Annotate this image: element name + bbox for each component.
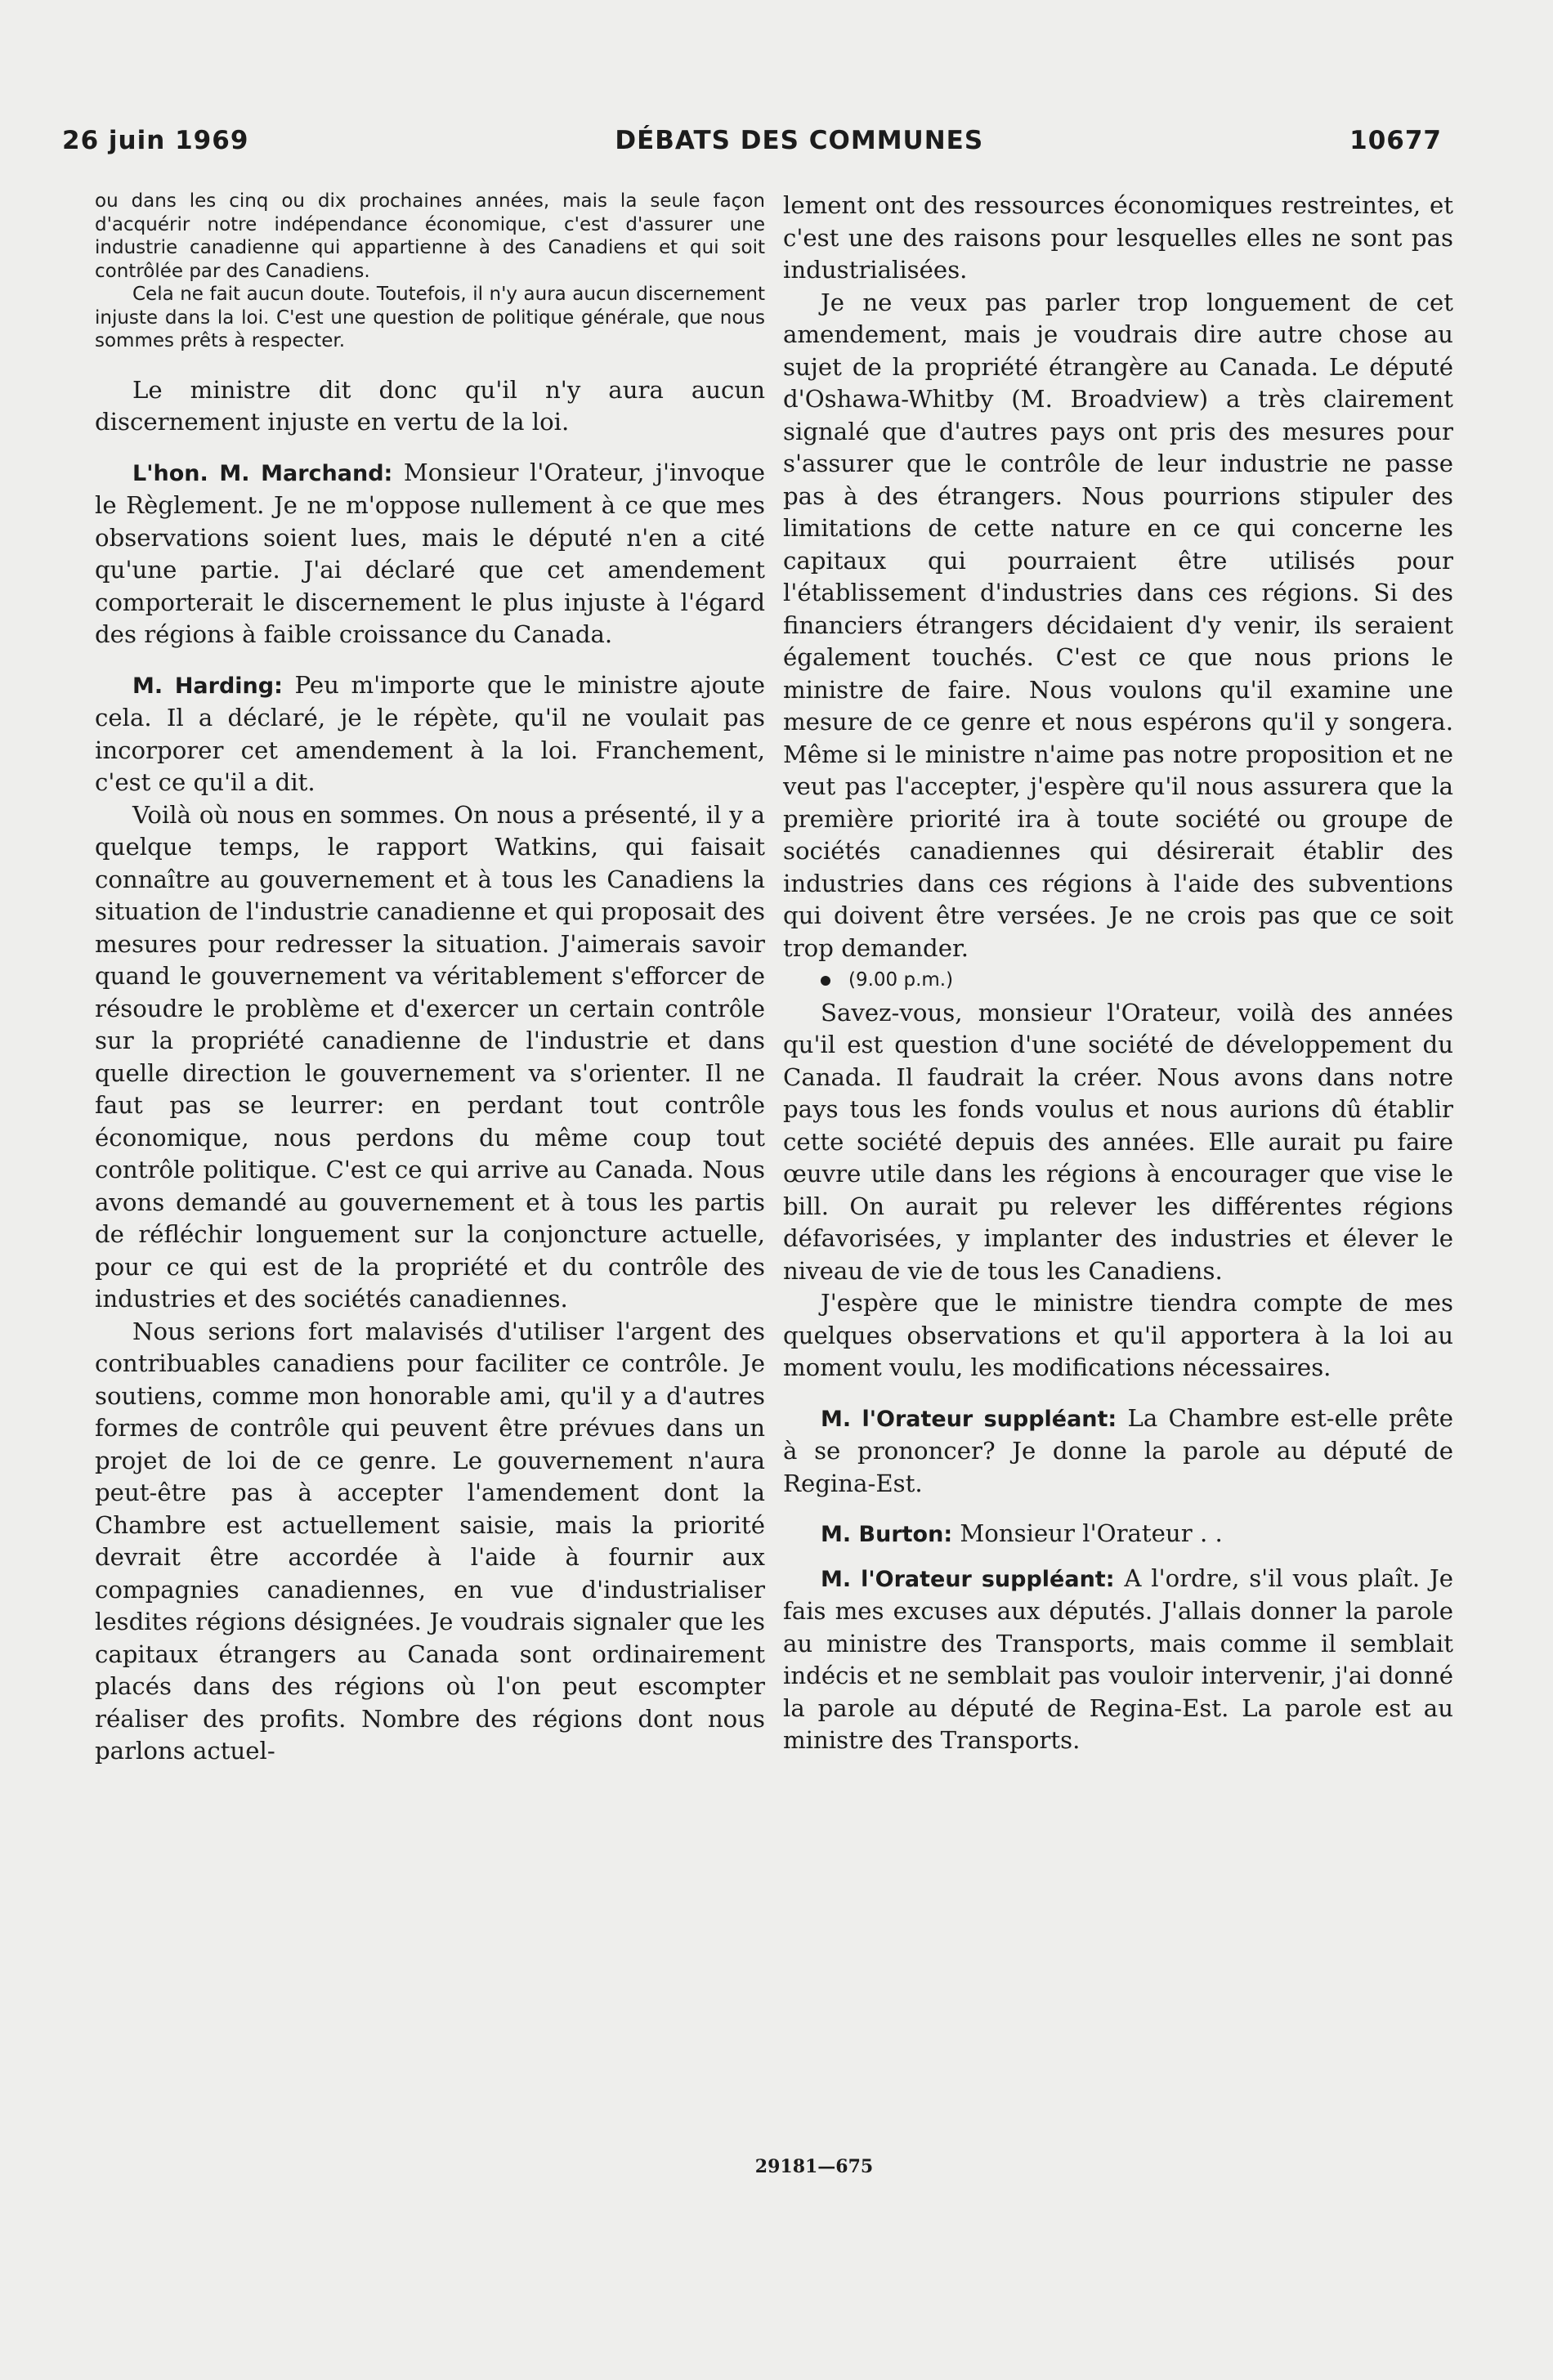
- time-note: [783, 964, 1453, 997]
- speech-text: A l'ordre, s'il vous plaît. Je fais mes excuses aux députés. J'allais donner la parole au ministre des Transports, mais comme il semblait indécis et ne semblait pas vouloir intervenir, j'ai donné la parole au député de Regina-Est. La parole est au ministre des Transports.: [783, 1564, 1453, 1754]
- speech-text: La Chambre est-elle prête à se prononcer? Je donne la parole au député de Regina-Est.: [783, 1403, 1453, 1497]
- speaker-name: L'hon. M. Marchand:: [132, 460, 393, 486]
- speech-deputy-speaker: [783, 1563, 1453, 1757]
- quote-paragraph: Cela ne fait aucun doute. Toutefois, il n'y aura aucun discernement injuste dans la loi. C'est une question de politique générale, que nous sommes prêts à respecter.: [95, 284, 765, 351]
- time-note-text: (9.00 p.m.): [848, 969, 954, 991]
- right-column: [783, 190, 1453, 1757]
- paragraph: Savez-vous, monsieur l'Orateur, voilà des années qu'il est question d'une société de développement du Canada. Il faudrait la créer. Nous avons dans notre pays tous les fonds voulus et nous aurions dû établir cette société depuis des années. Elle aurait pu faire œuvre utile dans les régions à encourager que vise le bill. On aurait pu relever les différentes régions défavorisées, y implanter des industries et élever le niveau de vie de tous les Canadiens.: [783, 998, 1453, 1285]
- speaker-name: M. l'Orateur suppléant:: [821, 1566, 1115, 1592]
- speech-marchand: [95, 457, 765, 651]
- bullet-icon: [821, 976, 830, 986]
- right-body: [783, 190, 1453, 1757]
- speech-burton: [783, 1518, 1453, 1551]
- header-title: DÉBATS DES COMMUNES: [615, 126, 984, 155]
- folio: 29181—675: [754, 2156, 874, 2177]
- paragraph: Le ministre dit donc qu'il n'y aura aucun discernement injuste en vertu de la loi.: [95, 375, 765, 436]
- speech-text: Peu m'importe que le ministre ajoute cela. Il a déclaré, je le répète, qu'il ne voulait pas incorporer cet amendement à la loi. Franchement, c'est ce qu'il a dit.: [95, 670, 766, 796]
- left-column: [95, 190, 765, 1768]
- running-head: [62, 123, 1442, 159]
- speech-deputy-speaker: [783, 1402, 1453, 1501]
- speech-text: Monsieur l'Orateur, j'invoque le Règlement. Je ne m'oppose nullement à ce que mes observations soient lues, mais le député n'en a cité qu'une partie. J'ai déclaré que cet amendement comporterait le discernement le plus injuste à l'égard des régions à faible croissance du Canada.: [95, 458, 766, 648]
- quoted-passage: [95, 190, 765, 353]
- speaker-name: M. Burton:: [821, 1522, 953, 1547]
- paragraph: Nous serions fort malavisés d'utiliser l'argent des contribuables canadiens pour faciliter ce contrôle. Je soutiens, comme mon honorable ami, qu'il y a d'autres formes de contrôle qui peuvent être prévues dans un projet de loi de ce genre. Le gouvernement n'aura peut-être pas à accepter l'amendement dont la Chambre est actuellement saisie, mais la priorité devrait être accordée à l'aide à fournir aux compagnies canadiennes, en vue d'industrialiser lesdites régions désignées. Je voudrais signaler que les capitaux étrangers au Canada sont ordinairement placés dans des régions où l'on peut escompter réaliser des profits. Nombre des régions dont nous parlons actuel-: [95, 1317, 765, 1765]
- speech-harding: [95, 669, 765, 799]
- header-date: 26 juin 1969: [62, 126, 249, 155]
- left-body: [95, 374, 765, 1768]
- paragraph: Voilà où nous en sommes. On nous a présenté, il y a quelque temps, le rapport Watkins, qui faisait connaître au gouvernement et à tous les Canadiens la situation de l'industrie canadienne et qui proposait des mesures pour redresser la situation. J'aimerais savoir quand le gouvernement va véritablement s'efforcer de résoudre le problème et d'exercer un certain contrôle sur la propriété canadienne de l'industrie et dans quelle direction le gouvernement va s'orienter. Il ne faut pas se leurrer: en perdant tout contrôle économique, nous perdons du même coup tout contrôle politique. C'est ce qui arrive au Canada. Nous avons demandé au gouvernement et à tous les partis de réfléchir longuement sur la conjoncture actuelle, pour ce qui est de la propriété et du contrôle des industries et des sociétés canadiennes.: [95, 800, 765, 1313]
- header-page-number: 10677: [1349, 126, 1442, 155]
- quote-paragraph: ou dans les cinq ou dix prochaines années, mais la seule façon d'acquérir notre indépendance économique, c'est d'assurer une industrie canadienne qui appartienne à des Canadiens et qui soit contrôlée par des Canadiens.: [95, 190, 765, 282]
- speaker-name: M. l'Orateur suppléant:: [821, 1406, 1117, 1432]
- paragraph: Je ne veux pas parler trop longuement de cet amendement, mais je voudrais dire autre chose au sujet de la propriété étrangère au Canada. Le député d'Oshawa-Whitby (M. Broadview) a très clairement signalé que d'autres pays ont pris des mesures pour s'assurer que le contrôle de leur industrie ne passe pas à des étrangers. Nous pourrions stipuler des limitations de cette nature en ce qui concerne les capitaux qui pourraient être utilisés pour l'établissement d'industries dans ces régions. Si des financiers étrangers décidaient d'y venir, ils seraient également touchés. C'est ce que nous prions le ministre de faire. Nous voulons qu'il examine une mesure de ce genre et nous espérons qu'il y songera. Même si le ministre n'aime pas notre proposition et ne veut pas l'accepter, j'espère qu'il nous assurera que la première priorité ira à toute société ou groupe de sociétés canadiennes qui désirerait établir des industries dans ces régions à l'aide des subventions qui doivent être versées. Je ne crois pas que ce soit trop demander.: [783, 288, 1453, 962]
- speech-text: Monsieur l'Orateur . .: [960, 1519, 1223, 1547]
- speaker-name: M. Harding:: [132, 673, 283, 699]
- paragraph: J'espère que le ministre tiendra compte de mes quelques observations et qu'il apportera à la loi au moment voulu, les modifications nécessaires.: [783, 1289, 1453, 1381]
- paragraph: lement ont des ressources économiques restreintes, et c'est une des raisons pour lesquelles elles ne sont pas industrialisées.: [783, 191, 1453, 284]
